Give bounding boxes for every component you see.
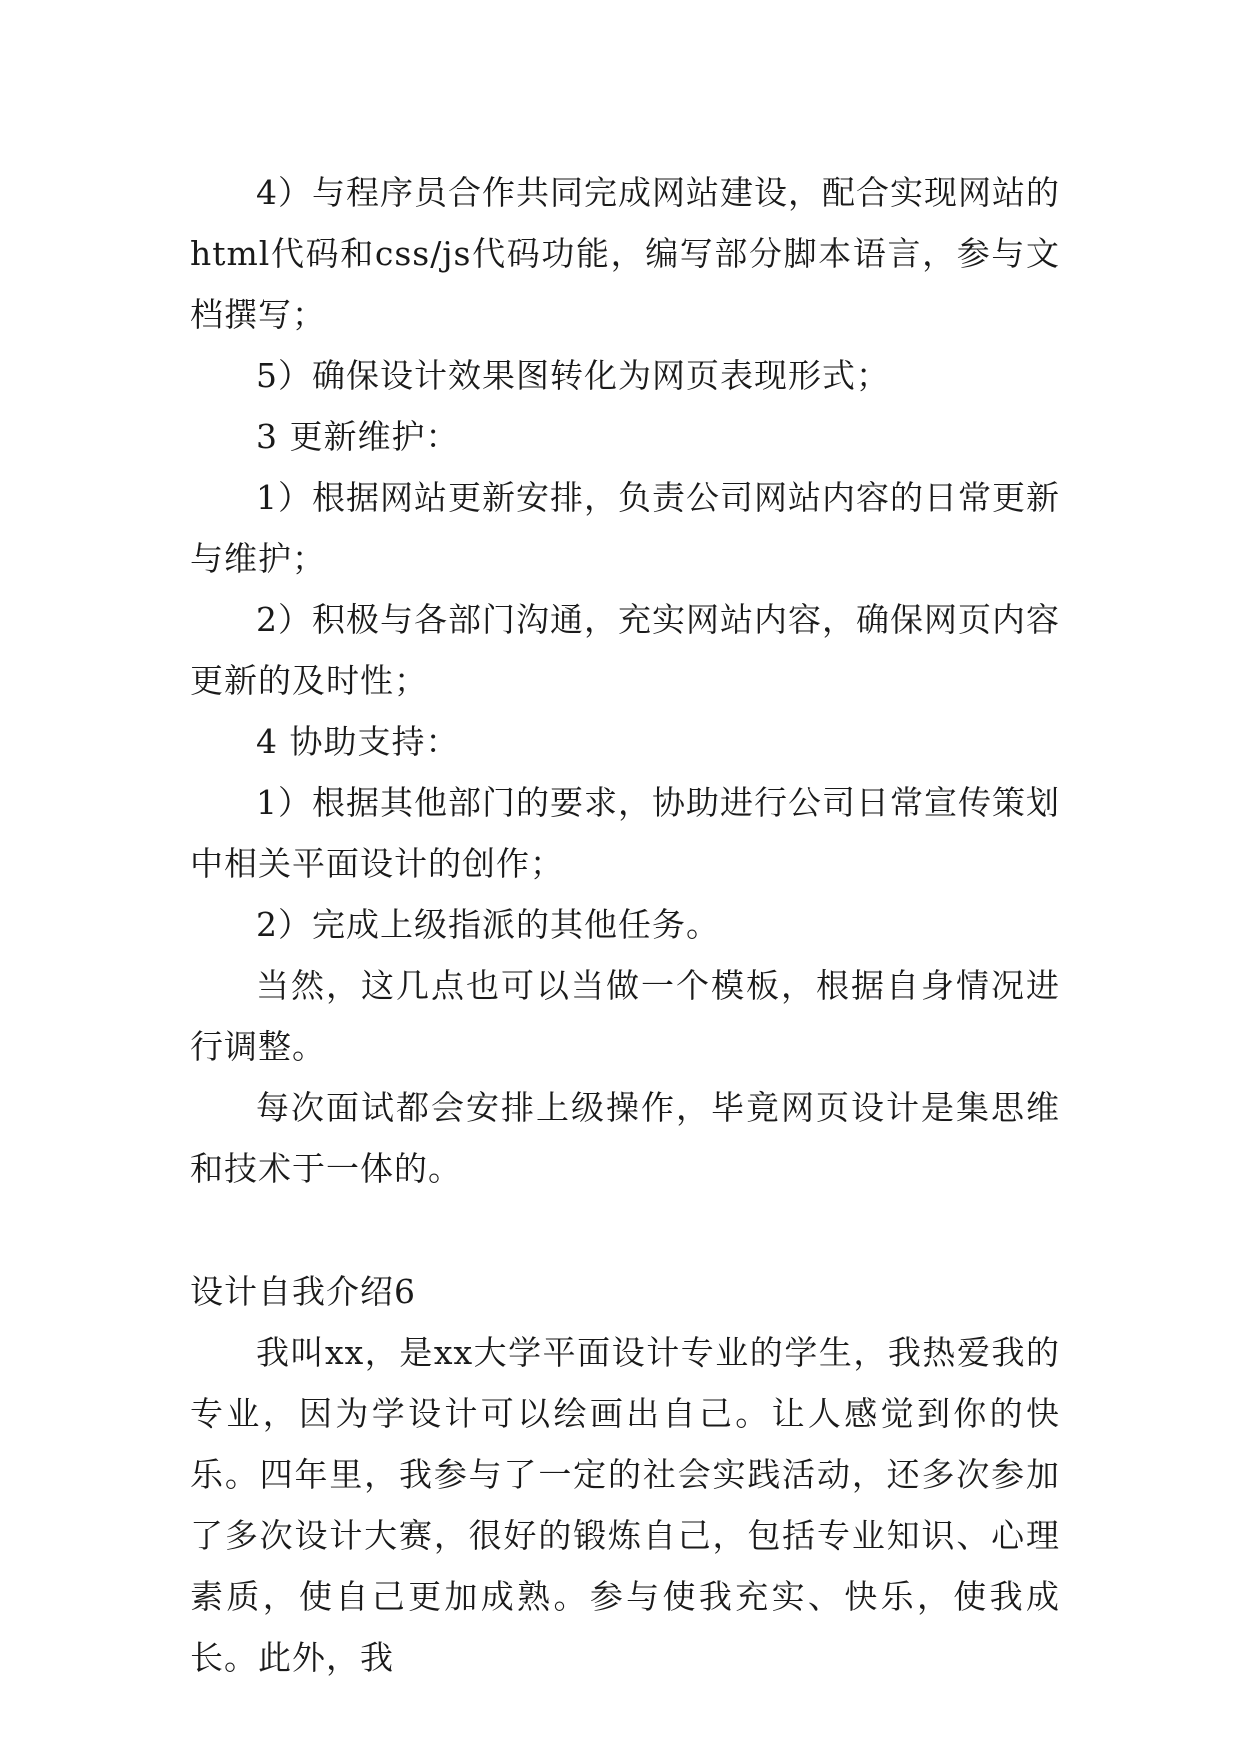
paragraph: 我叫xx，是xx大学平面设计专业的学生，我热爱我的专业，因为学设计可以绘画出自己。让人感觉到你的快乐。四年里，我参与了一定的社会实践活动，还多次参加了多次设计大赛，很好的锻炼自己，包括专业知识、心理素质，使自己更加成熟。参与使我充实、快乐，使我成长。此外，我: [190, 1333, 1060, 1677]
paragraph: 1）根据其他部门的要求，协助进行公司日常宣传策划中相关平面设计的创作；: [190, 783, 1060, 883]
paragraph: 2）积极与各部门沟通，充实网站内容，确保网页内容更新的及时性；: [190, 600, 1060, 700]
paragraph: 4 协助支持：: [256, 722, 460, 761]
paragraph: 3 更新维护：: [256, 417, 460, 456]
paragraph: 1）根据网站更新安排，负责公司网站内容的日常更新与维护；: [190, 478, 1060, 578]
section-heading: 设计自我介绍6: [190, 1272, 416, 1311]
paragraph: 每次面试都会安排上级操作，毕竟网页设计是集思维和技术于一体的。: [190, 1088, 1060, 1188]
paragraph: 4）与程序员合作共同完成网站建设，配合实现网站的html代码和css/js代码功能，编写部分脚本语言，参与文档撰写；: [190, 173, 1060, 334]
paragraph: 2）完成上级指派的其他任务。: [256, 905, 720, 944]
paragraph: 5）确保设计效果图转化为网页表现形式；: [256, 356, 890, 395]
document-body: [190, 162, 1060, 1688]
paragraph: 当然，这几点也可以当做一个模板，根据自身情况进行调整。: [190, 966, 1060, 1066]
